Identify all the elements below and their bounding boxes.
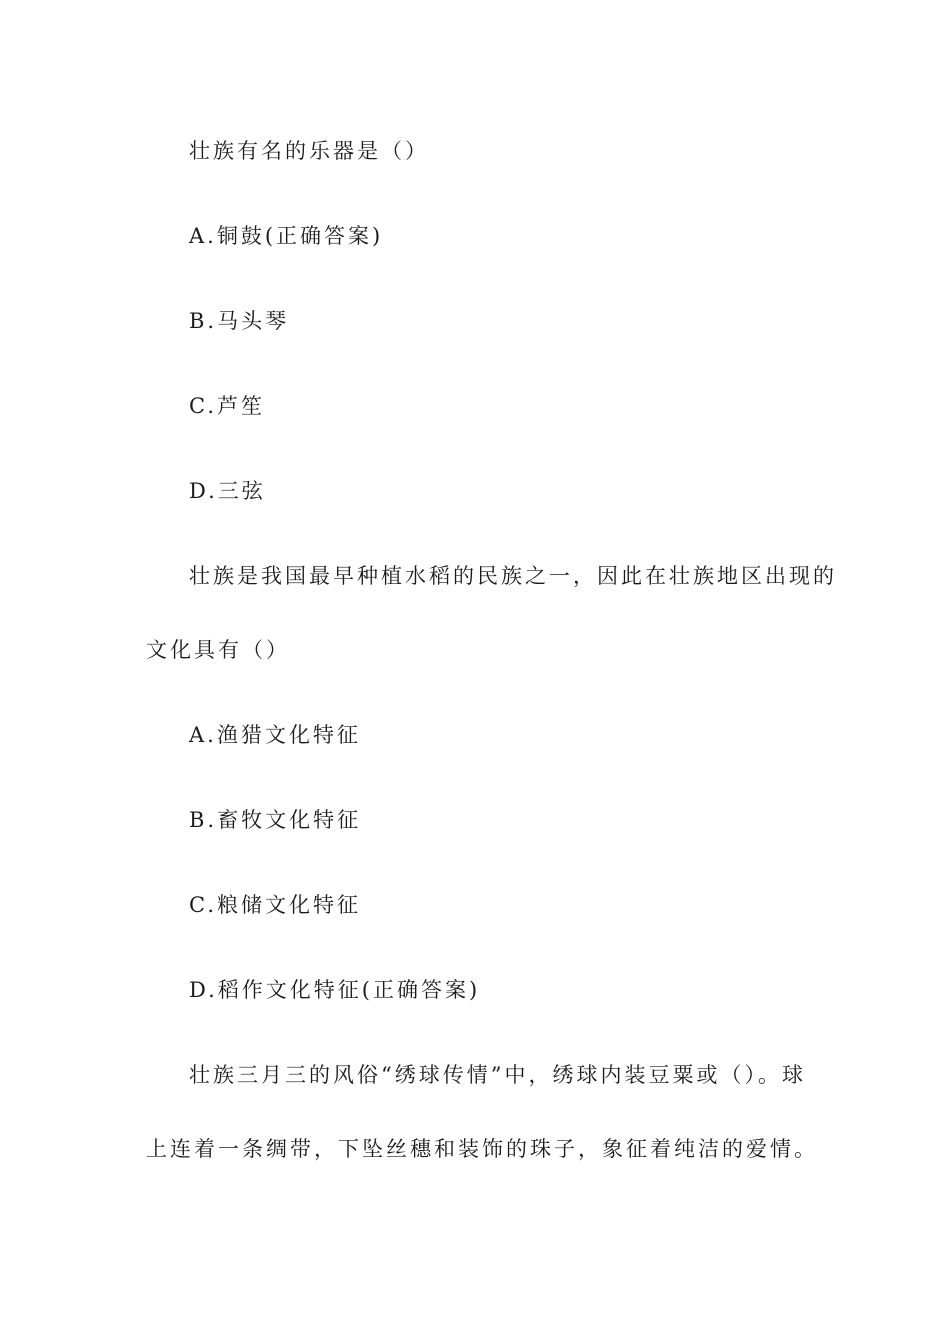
question-3-stem-line-1: 壮族三月三的风俗“绣球传情”中，绣球内装豆粟或（）。球 <box>189 1063 806 1087</box>
question-2-stem-line-1: 壮族是我国最早种植水稻的民族之一，因此在壮族地区出现的 <box>189 564 837 588</box>
question-1-option-d: D.三弦 <box>189 479 266 503</box>
question-1-option-c: C.芦笙 <box>189 394 265 418</box>
question-1-option-a: A.铜鼓(正确答案) <box>189 224 384 248</box>
question-2-stem-line-2: 文化具有（） <box>146 638 290 662</box>
question-1-option-b: B.马头琴 <box>189 309 290 333</box>
question-2-option-d: D.稻作文化特征(正确答案) <box>189 978 481 1002</box>
question-3-stem-line-2: 上连着一条绸带，下坠丝穗和装饰的珠子，象征着纯洁的爱情。 <box>146 1137 818 1161</box>
question-2-option-c: C.粮储文化特征 <box>189 893 361 917</box>
question-2-option-b: B.畜牧文化特征 <box>189 808 362 832</box>
question-1-stem: 壮族有名的乐器是（） <box>189 139 429 163</box>
question-2-option-a: A.渔猎文化特征 <box>189 723 361 747</box>
